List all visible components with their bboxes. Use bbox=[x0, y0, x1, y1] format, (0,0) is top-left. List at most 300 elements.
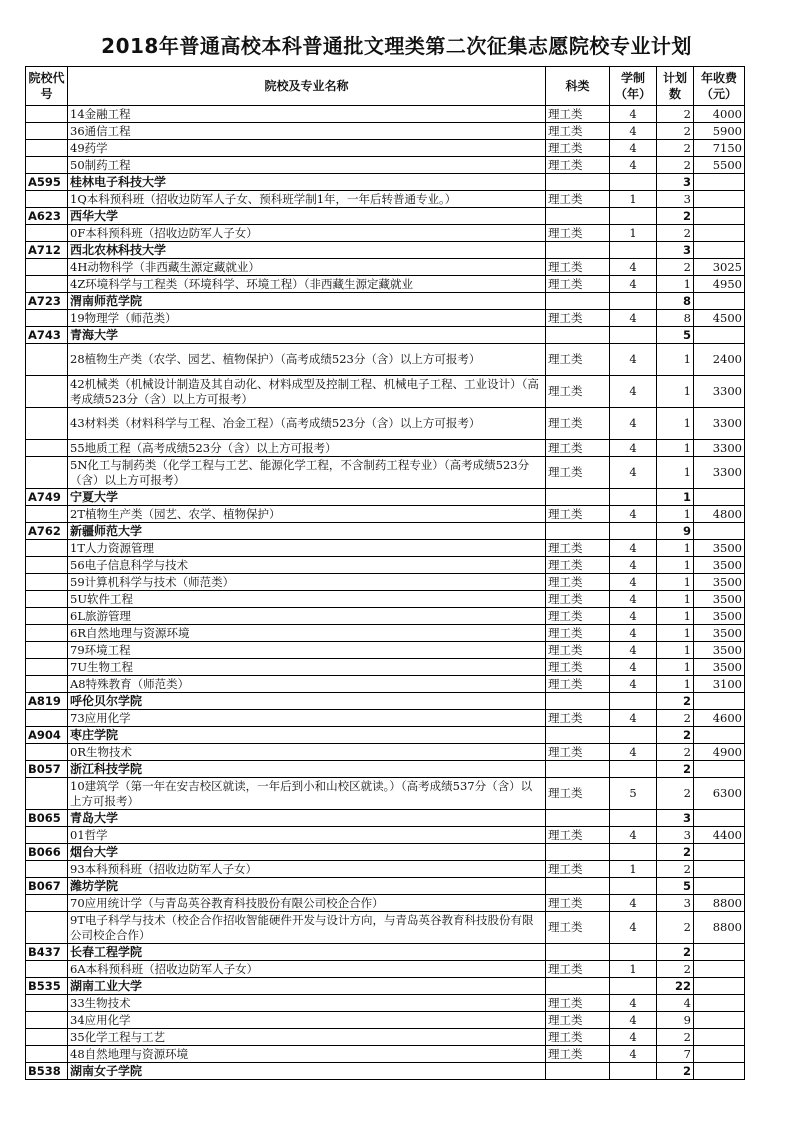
plan-count: 2 bbox=[657, 693, 694, 710]
major-row bbox=[26, 995, 745, 1012]
annual-fee: 3500 bbox=[694, 591, 745, 608]
major-category: 理工类 bbox=[546, 140, 610, 157]
years-cell bbox=[610, 693, 657, 710]
major-years: 4 bbox=[610, 140, 657, 157]
major-category: 理工类 bbox=[546, 995, 610, 1012]
annual-fee: 2400 bbox=[694, 344, 745, 376]
major-name: 6A本科预科班（招收边防军人子女） bbox=[68, 961, 546, 978]
annual-fee bbox=[694, 1046, 745, 1063]
code-cell bbox=[26, 276, 68, 293]
school-code: A749 bbox=[26, 489, 68, 506]
major-years: 4 bbox=[610, 591, 657, 608]
fee-cell bbox=[694, 523, 745, 540]
annual-fee: 3300 bbox=[694, 440, 745, 457]
code-cell bbox=[26, 376, 68, 408]
major-name: 43材料类（材料科学与工程、冶金工程）（高考成绩523分（含）以上方可报考） bbox=[68, 408, 546, 440]
school-row bbox=[26, 878, 745, 895]
major-row bbox=[26, 591, 745, 608]
major-category: 理工类 bbox=[546, 557, 610, 574]
fee-cell bbox=[694, 944, 745, 961]
major-name: 34应用化学 bbox=[68, 1012, 546, 1029]
major-row bbox=[26, 123, 745, 140]
major-years: 4 bbox=[610, 912, 657, 944]
code-cell bbox=[26, 225, 68, 242]
major-category: 理工类 bbox=[546, 676, 610, 693]
school-name: 枣庄学院 bbox=[68, 727, 546, 744]
major-years: 4 bbox=[610, 744, 657, 761]
major-row bbox=[26, 625, 745, 642]
school-name: 青海大学 bbox=[68, 327, 546, 344]
annual-fee: 3100 bbox=[694, 676, 745, 693]
plan-count: 1 bbox=[657, 408, 694, 440]
major-category: 理工类 bbox=[546, 710, 610, 727]
school-name: 青岛大学 bbox=[68, 810, 546, 827]
annual-fee: 4500 bbox=[694, 310, 745, 327]
school-code: A904 bbox=[26, 727, 68, 744]
school-code: B538 bbox=[26, 1063, 68, 1080]
code-cell bbox=[26, 995, 68, 1012]
major-years: 4 bbox=[610, 123, 657, 140]
major-years: 4 bbox=[610, 344, 657, 376]
major-years: 4 bbox=[610, 310, 657, 327]
major-years: 4 bbox=[610, 276, 657, 293]
annual-fee: 6300 bbox=[694, 778, 745, 810]
plan-count: 2 bbox=[657, 106, 694, 123]
major-years: 4 bbox=[610, 557, 657, 574]
plan-count: 2 bbox=[657, 710, 694, 727]
major-row bbox=[26, 659, 745, 676]
major-row bbox=[26, 259, 745, 276]
annual-fee: 5900 bbox=[694, 123, 745, 140]
major-name: 1T人力资源管理 bbox=[68, 540, 546, 557]
major-row bbox=[26, 225, 745, 242]
code-cell bbox=[26, 625, 68, 642]
enrollment-plan-table bbox=[25, 66, 745, 1080]
fee-cell bbox=[694, 1063, 745, 1080]
major-row bbox=[26, 827, 745, 844]
major-name: 5U软件工程 bbox=[68, 591, 546, 608]
major-name: 48自然地理与资源环境 bbox=[68, 1046, 546, 1063]
school-row bbox=[26, 489, 745, 506]
school-code: A723 bbox=[26, 293, 68, 310]
major-years: 4 bbox=[610, 1012, 657, 1029]
plan-count: 1 bbox=[657, 608, 694, 625]
annual-fee: 3300 bbox=[694, 457, 745, 489]
school-name: 湖南工业大学 bbox=[68, 978, 546, 995]
annual-fee bbox=[694, 225, 745, 242]
major-years: 1 bbox=[610, 861, 657, 878]
major-years: 4 bbox=[610, 574, 657, 591]
major-row bbox=[26, 744, 745, 761]
major-row bbox=[26, 1046, 745, 1063]
school-row bbox=[26, 761, 745, 778]
school-code: A595 bbox=[26, 174, 68, 191]
major-category: 理工类 bbox=[546, 440, 610, 457]
annual-fee: 4000 bbox=[694, 106, 745, 123]
major-name: 4Z环境科学与工程类（环境科学、环境工程）（非西藏生源定藏就业 bbox=[68, 276, 546, 293]
plan-count: 2 bbox=[657, 861, 694, 878]
code-cell bbox=[26, 310, 68, 327]
plan-count: 2 bbox=[657, 744, 694, 761]
major-name: 2T植物生产类（园艺、农学、植物保护） bbox=[68, 506, 546, 523]
school-name: 烟台大学 bbox=[68, 844, 546, 861]
plan-count: 2 bbox=[657, 912, 694, 944]
fee-cell bbox=[694, 327, 745, 344]
major-years: 1 bbox=[610, 225, 657, 242]
major-years: 4 bbox=[610, 376, 657, 408]
code-cell bbox=[26, 861, 68, 878]
major-category: 理工类 bbox=[546, 659, 610, 676]
category-cell bbox=[546, 1063, 610, 1080]
annual-fee bbox=[694, 1029, 745, 1046]
fee-cell bbox=[694, 761, 745, 778]
code-cell bbox=[26, 1046, 68, 1063]
major-name: 9T电子科学与技术（校企合作招收智能硬件开发与设计方向，与青岛英谷教育科技股份有限公司校企合作） bbox=[68, 912, 546, 944]
major-row bbox=[26, 778, 745, 810]
major-category: 理工类 bbox=[546, 778, 610, 810]
school-code: A819 bbox=[26, 693, 68, 710]
fee-cell bbox=[694, 208, 745, 225]
annual-fee bbox=[694, 191, 745, 208]
code-cell bbox=[26, 440, 68, 457]
plan-count: 2 bbox=[657, 208, 694, 225]
years-cell bbox=[610, 727, 657, 744]
fee-cell bbox=[694, 878, 745, 895]
school-name: 宁夏大学 bbox=[68, 489, 546, 506]
school-row bbox=[26, 293, 745, 310]
major-row bbox=[26, 276, 745, 293]
category-cell bbox=[546, 978, 610, 995]
major-row bbox=[26, 1029, 745, 1046]
fee-cell bbox=[694, 293, 745, 310]
plan-count: 1 bbox=[657, 557, 694, 574]
major-row bbox=[26, 344, 745, 376]
major-name: 93本科预科班（招收边防军人子女） bbox=[68, 861, 546, 878]
years-cell bbox=[610, 242, 657, 259]
major-category: 理工类 bbox=[546, 276, 610, 293]
code-cell bbox=[26, 591, 68, 608]
plan-count: 2 bbox=[657, 944, 694, 961]
major-row bbox=[26, 106, 745, 123]
code-cell bbox=[26, 259, 68, 276]
plan-count: 8 bbox=[657, 310, 694, 327]
major-row bbox=[26, 676, 745, 693]
major-years: 4 bbox=[610, 440, 657, 457]
header-code: 院校代号 bbox=[26, 67, 68, 106]
major-row bbox=[26, 440, 745, 457]
code-cell bbox=[26, 659, 68, 676]
major-category: 理工类 bbox=[546, 123, 610, 140]
major-name: 36通信工程 bbox=[68, 123, 546, 140]
plan-count: 2 bbox=[657, 140, 694, 157]
major-category: 理工类 bbox=[546, 1012, 610, 1029]
fee-cell bbox=[694, 810, 745, 827]
major-name: 35化学工程与工艺 bbox=[68, 1029, 546, 1046]
school-code: B437 bbox=[26, 944, 68, 961]
major-name: 10建筑学（第一年在安吉校区就读，一年后到小和山校区就读。）（高考成绩537分（含）以上方可报考） bbox=[68, 778, 546, 810]
major-category: 理工类 bbox=[546, 376, 610, 408]
major-years: 4 bbox=[610, 506, 657, 523]
school-row bbox=[26, 944, 745, 961]
years-cell bbox=[610, 761, 657, 778]
school-row bbox=[26, 1063, 745, 1080]
plan-count: 1 bbox=[657, 506, 694, 523]
annual-fee: 3300 bbox=[694, 408, 745, 440]
major-years: 4 bbox=[610, 995, 657, 1012]
major-name: 79环境工程 bbox=[68, 642, 546, 659]
major-name: 50制药工程 bbox=[68, 157, 546, 174]
school-row bbox=[26, 242, 745, 259]
major-category: 理工类 bbox=[546, 506, 610, 523]
fee-cell bbox=[694, 174, 745, 191]
major-years: 4 bbox=[610, 827, 657, 844]
major-row bbox=[26, 191, 745, 208]
school-name: 长春工程学院 bbox=[68, 944, 546, 961]
major-row bbox=[26, 961, 745, 978]
major-years: 4 bbox=[610, 157, 657, 174]
header-plan: 计划数 bbox=[657, 67, 694, 106]
plan-count: 1 bbox=[657, 659, 694, 676]
plan-count: 1 bbox=[657, 344, 694, 376]
annual-fee bbox=[694, 961, 745, 978]
school-name: 呼伦贝尔学院 bbox=[68, 693, 546, 710]
major-category: 理工类 bbox=[546, 591, 610, 608]
fee-cell bbox=[694, 844, 745, 861]
major-row bbox=[26, 140, 745, 157]
school-row bbox=[26, 523, 745, 540]
annual-fee: 7150 bbox=[694, 140, 745, 157]
major-category: 理工类 bbox=[546, 608, 610, 625]
plan-count: 3 bbox=[657, 242, 694, 259]
major-years: 4 bbox=[610, 259, 657, 276]
plan-count: 1 bbox=[657, 676, 694, 693]
annual-fee: 8800 bbox=[694, 912, 745, 944]
major-years: 1 bbox=[610, 961, 657, 978]
years-cell bbox=[610, 944, 657, 961]
code-cell bbox=[26, 710, 68, 727]
years-cell bbox=[610, 878, 657, 895]
school-name: 西华大学 bbox=[68, 208, 546, 225]
school-code: B065 bbox=[26, 810, 68, 827]
plan-count: 22 bbox=[657, 978, 694, 995]
major-category: 理工类 bbox=[546, 625, 610, 642]
major-row bbox=[26, 895, 745, 912]
major-category: 理工类 bbox=[546, 744, 610, 761]
plan-count: 9 bbox=[657, 1012, 694, 1029]
fee-cell bbox=[694, 978, 745, 995]
code-cell bbox=[26, 642, 68, 659]
code-cell bbox=[26, 608, 68, 625]
plan-count: 3 bbox=[657, 174, 694, 191]
annual-fee: 8800 bbox=[694, 895, 745, 912]
annual-fee: 5500 bbox=[694, 157, 745, 174]
major-row bbox=[26, 1012, 745, 1029]
school-code: B057 bbox=[26, 761, 68, 778]
major-name: 14金融工程 bbox=[68, 106, 546, 123]
school-code: A762 bbox=[26, 523, 68, 540]
plan-count: 2 bbox=[657, 778, 694, 810]
school-row bbox=[26, 693, 745, 710]
major-years: 4 bbox=[610, 106, 657, 123]
major-years: 4 bbox=[610, 1046, 657, 1063]
code-cell bbox=[26, 123, 68, 140]
code-cell bbox=[26, 157, 68, 174]
category-cell bbox=[546, 523, 610, 540]
major-row bbox=[26, 557, 745, 574]
major-name: 49药学 bbox=[68, 140, 546, 157]
major-years: 4 bbox=[610, 608, 657, 625]
major-years: 4 bbox=[610, 676, 657, 693]
school-row bbox=[26, 844, 745, 861]
major-row bbox=[26, 157, 745, 174]
fee-cell bbox=[694, 693, 745, 710]
plan-count: 1 bbox=[657, 457, 694, 489]
plan-count: 1 bbox=[657, 440, 694, 457]
plan-count: 2 bbox=[657, 123, 694, 140]
annual-fee: 4950 bbox=[694, 276, 745, 293]
years-cell bbox=[610, 844, 657, 861]
major-row bbox=[26, 642, 745, 659]
major-name: 01哲学 bbox=[68, 827, 546, 844]
major-name: A8特殊教育（师范类） bbox=[68, 676, 546, 693]
annual-fee: 3300 bbox=[694, 376, 745, 408]
category-cell bbox=[546, 242, 610, 259]
school-code: A743 bbox=[26, 327, 68, 344]
plan-count: 3 bbox=[657, 810, 694, 827]
plan-count: 2 bbox=[657, 761, 694, 778]
plan-count: 2 bbox=[657, 844, 694, 861]
years-cell bbox=[610, 489, 657, 506]
major-name: 19物理学（师范类） bbox=[68, 310, 546, 327]
major-years: 4 bbox=[610, 408, 657, 440]
major-name: 5N化工与制药类（化学工程与工艺、能源化学工程，不含制药工程专业）（高考成绩523分（含）以上方可报考） bbox=[68, 457, 546, 489]
major-years: 4 bbox=[610, 1029, 657, 1046]
major-name: 56电子信息科学与技术 bbox=[68, 557, 546, 574]
category-cell bbox=[546, 944, 610, 961]
major-category: 理工类 bbox=[546, 310, 610, 327]
annual-fee: 4600 bbox=[694, 710, 745, 727]
code-cell bbox=[26, 676, 68, 693]
page-title: 2018年普通高校本科普通批文理类第二次征集志愿院校专业计划 bbox=[101, 34, 692, 58]
school-row bbox=[26, 208, 745, 225]
plan-count: 7 bbox=[657, 1046, 694, 1063]
major-category: 理工类 bbox=[546, 961, 610, 978]
school-row bbox=[26, 327, 745, 344]
category-cell bbox=[546, 208, 610, 225]
plan-count: 8 bbox=[657, 293, 694, 310]
annual-fee: 3500 bbox=[694, 557, 745, 574]
code-cell bbox=[26, 895, 68, 912]
school-name: 潍坊学院 bbox=[68, 878, 546, 895]
major-name: 6R自然地理与资源环境 bbox=[68, 625, 546, 642]
major-row bbox=[26, 608, 745, 625]
major-category: 理工类 bbox=[546, 1029, 610, 1046]
plan-count: 5 bbox=[657, 878, 694, 895]
major-category: 理工类 bbox=[546, 344, 610, 376]
major-years: 4 bbox=[610, 659, 657, 676]
plan-count: 2 bbox=[657, 961, 694, 978]
major-category: 理工类 bbox=[546, 106, 610, 123]
school-name: 浙江科技学院 bbox=[68, 761, 546, 778]
major-years: 4 bbox=[610, 710, 657, 727]
major-category: 理工类 bbox=[546, 912, 610, 944]
major-row bbox=[26, 376, 745, 408]
plan-count: 1 bbox=[657, 574, 694, 591]
school-code: B535 bbox=[26, 978, 68, 995]
plan-count: 4 bbox=[657, 995, 694, 1012]
code-cell bbox=[26, 408, 68, 440]
fee-cell bbox=[694, 242, 745, 259]
annual-fee: 4400 bbox=[694, 827, 745, 844]
major-name: 70应用统计学（与青岛英谷教育科技股份有限公司校企合作） bbox=[68, 895, 546, 912]
annual-fee: 3500 bbox=[694, 608, 745, 625]
category-cell bbox=[546, 174, 610, 191]
fee-cell bbox=[694, 727, 745, 744]
code-cell bbox=[26, 457, 68, 489]
plan-count: 2 bbox=[657, 157, 694, 174]
school-name: 渭南师范学院 bbox=[68, 293, 546, 310]
code-cell bbox=[26, 1029, 68, 1046]
code-cell bbox=[26, 778, 68, 810]
annual-fee: 4900 bbox=[694, 744, 745, 761]
annual-fee bbox=[694, 1012, 745, 1029]
major-years: 4 bbox=[610, 540, 657, 557]
school-row bbox=[26, 810, 745, 827]
school-name: 湖南女子学院 bbox=[68, 1063, 546, 1080]
major-row bbox=[26, 574, 745, 591]
major-name: 6L旅游管理 bbox=[68, 608, 546, 625]
table-header-row bbox=[26, 67, 745, 106]
major-category: 理工类 bbox=[546, 861, 610, 878]
annual-fee bbox=[694, 995, 745, 1012]
major-name: 0R生物技术 bbox=[68, 744, 546, 761]
major-name: 42机械类（机械设计制造及其自动化、材料成型及控制工程、机械电子工程、工业设计）（高考成绩523分（含）以上方可报考） bbox=[68, 376, 546, 408]
major-name: 4H动物科学（非西藏生源定藏就业） bbox=[68, 259, 546, 276]
major-category: 理工类 bbox=[546, 191, 610, 208]
major-category: 理工类 bbox=[546, 157, 610, 174]
major-name: 1Q本科预科班（招收边防军人子女、预科班学制1年，一年后转普通专业。） bbox=[68, 191, 546, 208]
code-cell bbox=[26, 344, 68, 376]
annual-fee: 3500 bbox=[694, 659, 745, 676]
category-cell bbox=[546, 727, 610, 744]
code-cell bbox=[26, 961, 68, 978]
years-cell bbox=[610, 208, 657, 225]
plan-count: 2 bbox=[657, 727, 694, 744]
major-years: 4 bbox=[610, 895, 657, 912]
major-category: 理工类 bbox=[546, 408, 610, 440]
major-name: 28植物生产类（农学、园艺、植物保护）（高考成绩523分（含）以上方可报考） bbox=[68, 344, 546, 376]
major-name: 0F本科预科班（招收边防军人子女） bbox=[68, 225, 546, 242]
school-row bbox=[26, 727, 745, 744]
major-category: 理工类 bbox=[546, 457, 610, 489]
annual-fee: 3500 bbox=[694, 574, 745, 591]
major-category: 理工类 bbox=[546, 225, 610, 242]
plan-count: 9 bbox=[657, 523, 694, 540]
header-name: 院校及专业名称 bbox=[68, 67, 546, 106]
years-cell bbox=[610, 327, 657, 344]
plan-count: 2 bbox=[657, 225, 694, 242]
school-code: A623 bbox=[26, 208, 68, 225]
school-row bbox=[26, 174, 745, 191]
major-name: 73应用化学 bbox=[68, 710, 546, 727]
major-name: 7U生物工程 bbox=[68, 659, 546, 676]
plan-count: 2 bbox=[657, 1029, 694, 1046]
major-years: 4 bbox=[610, 642, 657, 659]
code-cell bbox=[26, 1012, 68, 1029]
code-cell bbox=[26, 106, 68, 123]
major-row bbox=[26, 861, 745, 878]
plan-count: 1 bbox=[657, 625, 694, 642]
